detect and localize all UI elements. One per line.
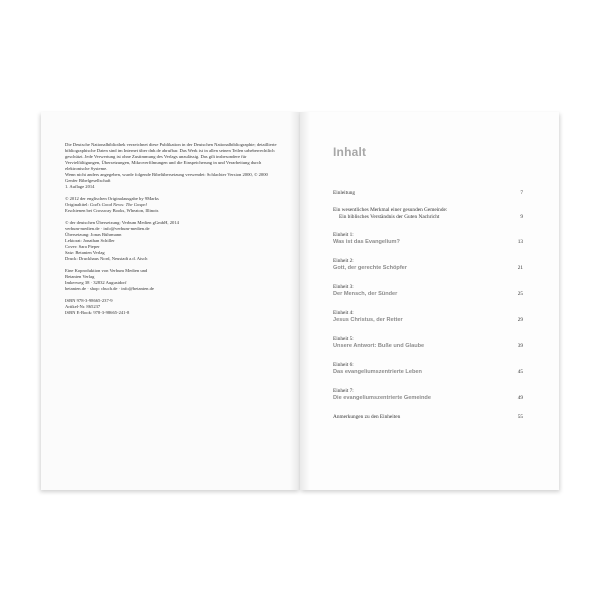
distribution-line: betanien.de · shop: cbuch.de · info@betanien.de (65, 286, 154, 291)
toc-entry (333, 284, 523, 298)
credit-line: verbum-medien.de · info@verbum-medien.de (65, 226, 150, 231)
toc-entry (333, 207, 523, 221)
toc-unit-label: Einheit 3: (333, 284, 354, 290)
toc-unit-title: Das evangeliumszentrierte Leben (333, 369, 422, 375)
toc-page-number: 25 (517, 291, 523, 297)
original-title-prefix: Originaltitel: (65, 202, 90, 207)
credit-line: Druck: Druckhaus Nord, Neustadt a.d. Aisch (65, 256, 148, 261)
toc-entry (333, 388, 523, 402)
copyright-english: © 2012 der englischen Originalausgabe by 9Marks (65, 196, 159, 201)
toc-entry (333, 258, 523, 272)
toc-unit-label: Einheit 7: (333, 388, 354, 394)
toc-unit-label: Einheit 1: (333, 232, 354, 238)
distribution (65, 268, 277, 292)
toc-page-number: 29 (517, 317, 523, 323)
toc-page-number: 7 (520, 190, 523, 196)
toc-page-number: 13 (517, 239, 523, 245)
toc-page-number: 39 (517, 343, 523, 349)
distribution-line: Eine Koproduktion von Verbum Medien und (65, 268, 148, 273)
toc-page-number: 49 (517, 395, 523, 401)
toc-page-number: 21 (517, 265, 523, 271)
toc-entry (333, 414, 523, 421)
toc-unit-title: Die evangeliumszentrierte Gemeinde (333, 395, 431, 401)
toc-unit-label: Einheit 4: (333, 310, 354, 316)
original-title: God’s Good News: The Gospel (89, 202, 147, 207)
toc-entry (333, 190, 523, 197)
credit-line: © der deutschen Übersetzung: Verbum Medien gGmbH, 2014 (65, 220, 179, 225)
edition: 1. Auflage 2014 (65, 184, 95, 189)
toc-page-number: 55 (517, 414, 523, 420)
imprint (65, 142, 277, 316)
right-page (300, 112, 559, 490)
imprint-dnb-text: Die Deutsche Nationalbibliothek verzeichnet diese Publikation in der Deutschen Nationalbibliographie; detaillierte bibliographische Daten sind im Internet über dnb.de abrufbar. Das Werk ist in allen seinen Teilen urheberrechtlich geschützt. Jede Verwertung ist ohne Zustimmung des Verlags unzulässig. Das gilt insbesondere für Vervielfältigungen, Übersetzungen, Mikroverfilmungen und die Einspeicherung in und Verarbeitung durch elektronische Systeme. (65, 142, 277, 171)
toc-unit-title: Unsere Antwort: Buße und Glaube (333, 343, 425, 349)
toc-entry (333, 362, 523, 376)
toc-unit-title: Gott, der gerechte Schöpfer (333, 265, 407, 271)
gutter-shadow (290, 112, 300, 490)
toc-page-number: 45 (517, 369, 523, 375)
distribution-line: Imkerweg 38 · 32832 Augustdorf (65, 280, 127, 285)
isbn-line: ISBN 978-3-98665-237-9 (65, 298, 113, 303)
isbn-ebook: ISBN E-Book: 978-3-98665-241-8 (65, 310, 130, 315)
toc-unit-label: Einheit 5: (333, 336, 354, 342)
toc-unit-label: Einheit 2: (333, 258, 354, 264)
toc-entry (333, 310, 523, 324)
toc-title: Inhalt (333, 145, 367, 159)
isbn-block (65, 298, 277, 310)
toc-unit-label: Einheit 6: (333, 362, 354, 368)
credit-line: Lektorat: Jonathan Schiller (65, 238, 115, 243)
toc-entry-subtitle: Ein biblisches Verständnis der Guten Nachricht (339, 214, 440, 220)
toc-entry-title: Anmerkungen zu den Einheiten (333, 414, 401, 420)
toc-unit-title: Jesus Christus, der Retter (333, 317, 403, 323)
bible-translation-note: Wenn nicht anders angegeben, wurde folgende Bibelübersetzung verwendet: Schlachter Version 2000, © 2000 Genfer Bibelgesellschaft (65, 172, 268, 183)
toc-unit-title: Der Mensch, der Sünder (333, 291, 398, 297)
toc-entry-title: Einleitung (333, 190, 356, 196)
table-of-contents (333, 190, 523, 421)
distribution-line: Betanien Verlag (65, 274, 95, 279)
credit-line: Satz: Betanien Verlag (65, 250, 105, 255)
toc-entry (333, 336, 523, 350)
gutter-shadow (300, 112, 310, 490)
original-info (65, 196, 277, 214)
toc-page-number: 9 (520, 214, 523, 220)
open-book (41, 112, 559, 490)
german-credits (65, 220, 277, 262)
toc-entry-title: Ein wesentliches Merkmal einer gesunden Gemeinde: (333, 207, 448, 213)
left-page (41, 112, 300, 490)
article-number: Artikel-Nr. 865237 (65, 304, 101, 309)
publisher-english: Erschienen bei Crossway Books, Wheaton, Illinois (65, 208, 159, 213)
toc-entry (333, 232, 523, 246)
credit-line: Übersetzung: Jonas Bührmann (65, 232, 122, 237)
toc-unit-title: Was ist das Evangelium? (333, 239, 400, 245)
credit-line: Cover: Sara Pieper (65, 244, 100, 249)
